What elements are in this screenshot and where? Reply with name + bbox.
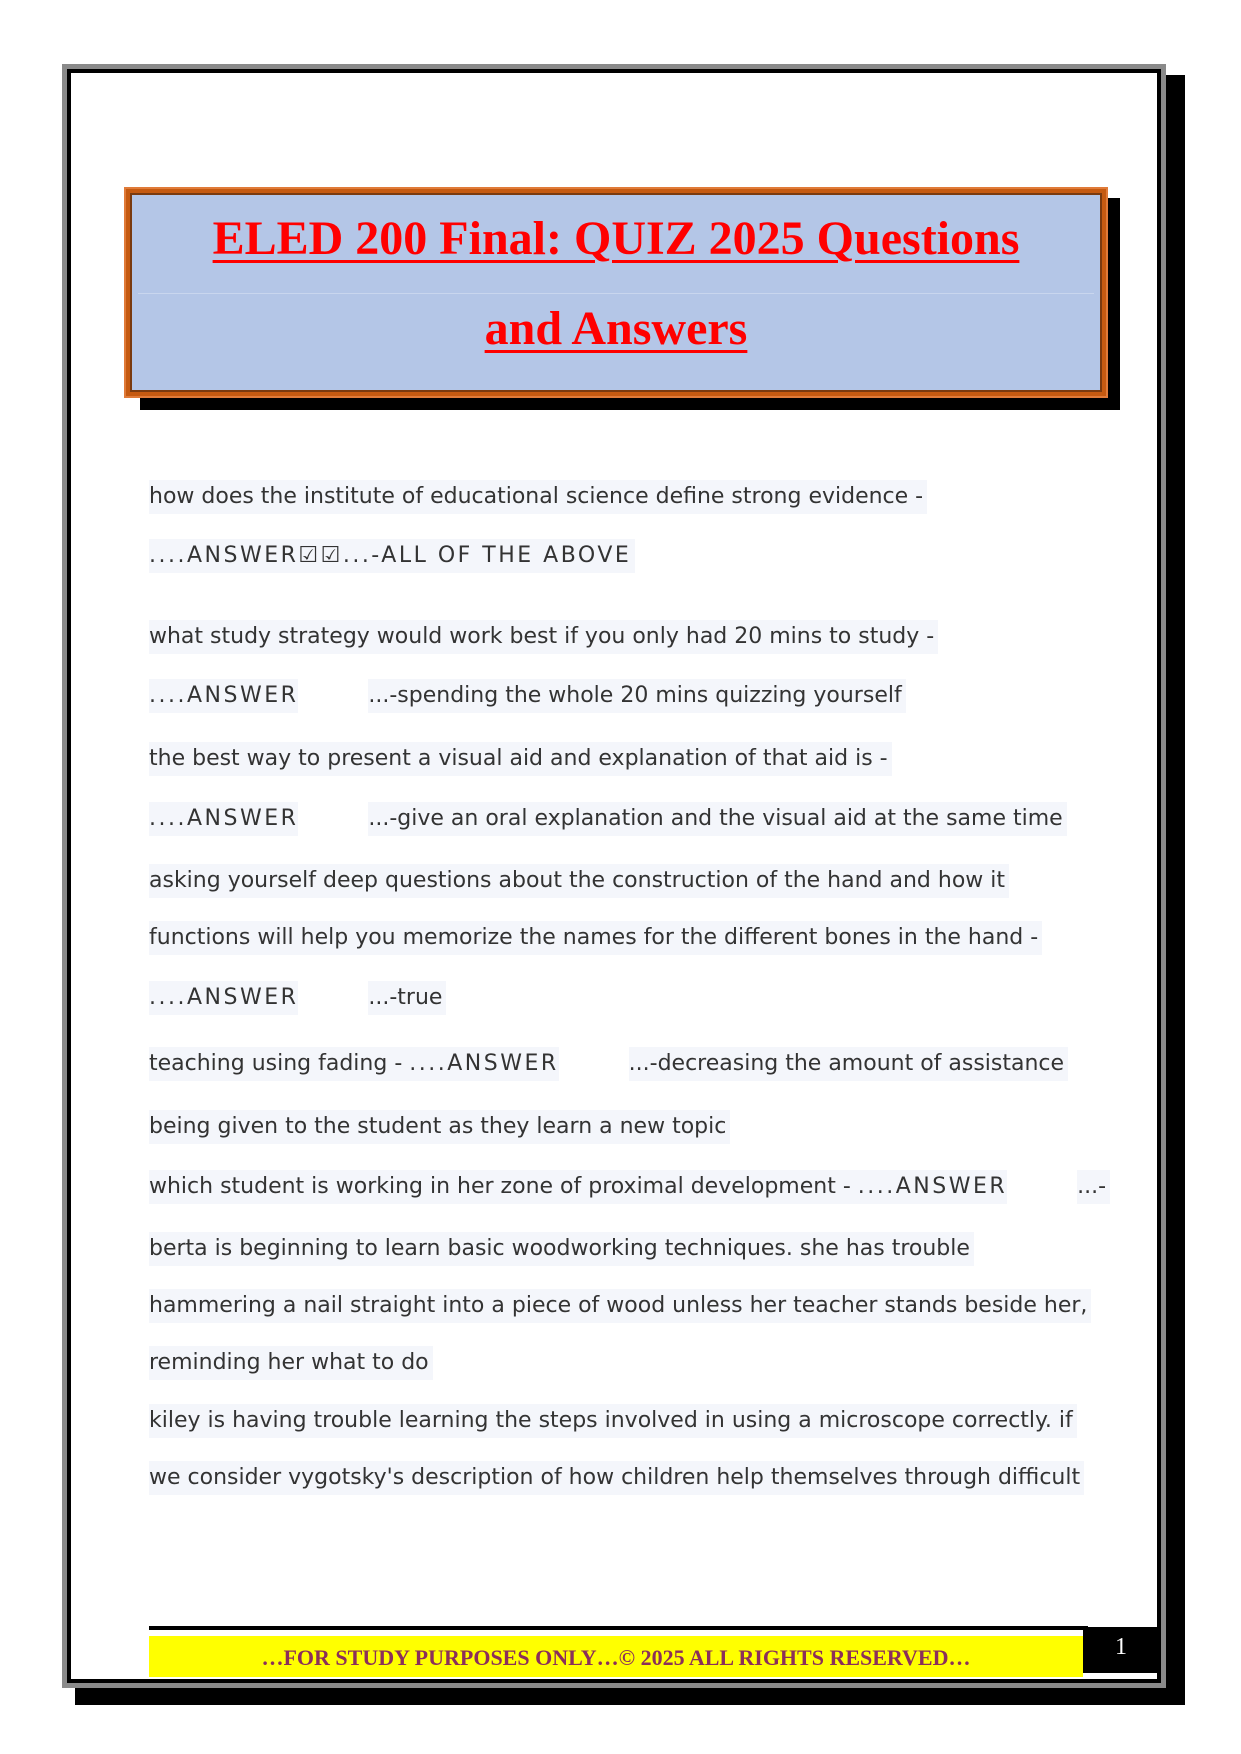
title-box <box>126 189 1106 396</box>
answer-text: ...-spending the whole 20 mins quizzing yourself <box>368 683 902 708</box>
answer-6-line-3: reminding her what to do <box>149 1346 433 1380</box>
question-text: which student is working in her zone of proximal development - ....ANSWER <box>149 1174 1008 1199</box>
answer-6-line-2: hammering a nail straight into a piece of wood unless her teacher stands beside her, <box>149 1289 1091 1323</box>
answer-3 <box>149 802 1067 836</box>
question-3: the best way to present a visual aid and explanation of that aid is - <box>149 742 892 776</box>
question-7-line-2: we consider vygotsky's description of how children help themselves through difficult <box>149 1461 1084 1495</box>
answer-label: ....ANSWER <box>149 985 299 1010</box>
answer-text: ...-true <box>368 985 443 1010</box>
answer-2 <box>149 679 906 713</box>
answer-label: ....ANSWER <box>857 1174 1008 1199</box>
answer-text: ...-decreasing the amount of assistance <box>628 1051 1065 1076</box>
answer-label: ....ANSWER <box>149 683 299 708</box>
answer-label: ....ANSWER <box>149 806 299 831</box>
document-title-line-2: and Answers <box>484 302 748 355</box>
footer-notice: …FOR STUDY PURPOSES ONLY…© 2025 ALL RIGHTS RESERVED… <box>149 1636 1083 1677</box>
answer-text: ...-give an oral explanation and the visual aid at the same time <box>368 806 1063 831</box>
answer-5-continued: being given to the student as they learn a new topic <box>149 1110 730 1144</box>
page-number: 1 <box>1083 1627 1159 1673</box>
answer-6-line-1: berta is beginning to learn basic woodworking techniques. she has trouble <box>149 1232 974 1266</box>
question-4-line-1: asking yourself deep questions about the construction of the hand and how it <box>149 864 1009 898</box>
question-6 <box>149 1170 1110 1204</box>
answer-4 <box>149 981 446 1015</box>
answer-text: ...- <box>1077 1174 1107 1199</box>
footer-rule <box>149 1626 1088 1630</box>
question-7-line-1: kiley is having trouble learning the steps involved in using a microscope correctly. if <box>149 1404 1077 1438</box>
title-divider <box>138 293 1094 294</box>
question-4-line-2: functions will help you memorize the names for the different bones in the hand - <box>149 921 1042 955</box>
answer-1: ....ANSWER☑☑...-ALL OF THE ABOVE <box>149 539 635 573</box>
question-2: what study strategy would work best if you only had 20 mins to study - <box>149 620 938 654</box>
question-text: teaching using fading - ....ANSWER <box>149 1051 559 1076</box>
document-title-line-1: ELED 200 Final: QUIZ 2025 Questions <box>212 212 1020 265</box>
question-5 <box>149 1047 1068 1081</box>
answer-label: ....ANSWER <box>409 1051 559 1076</box>
question-1: how does the institute of educational science define strong evidence - <box>149 480 927 514</box>
